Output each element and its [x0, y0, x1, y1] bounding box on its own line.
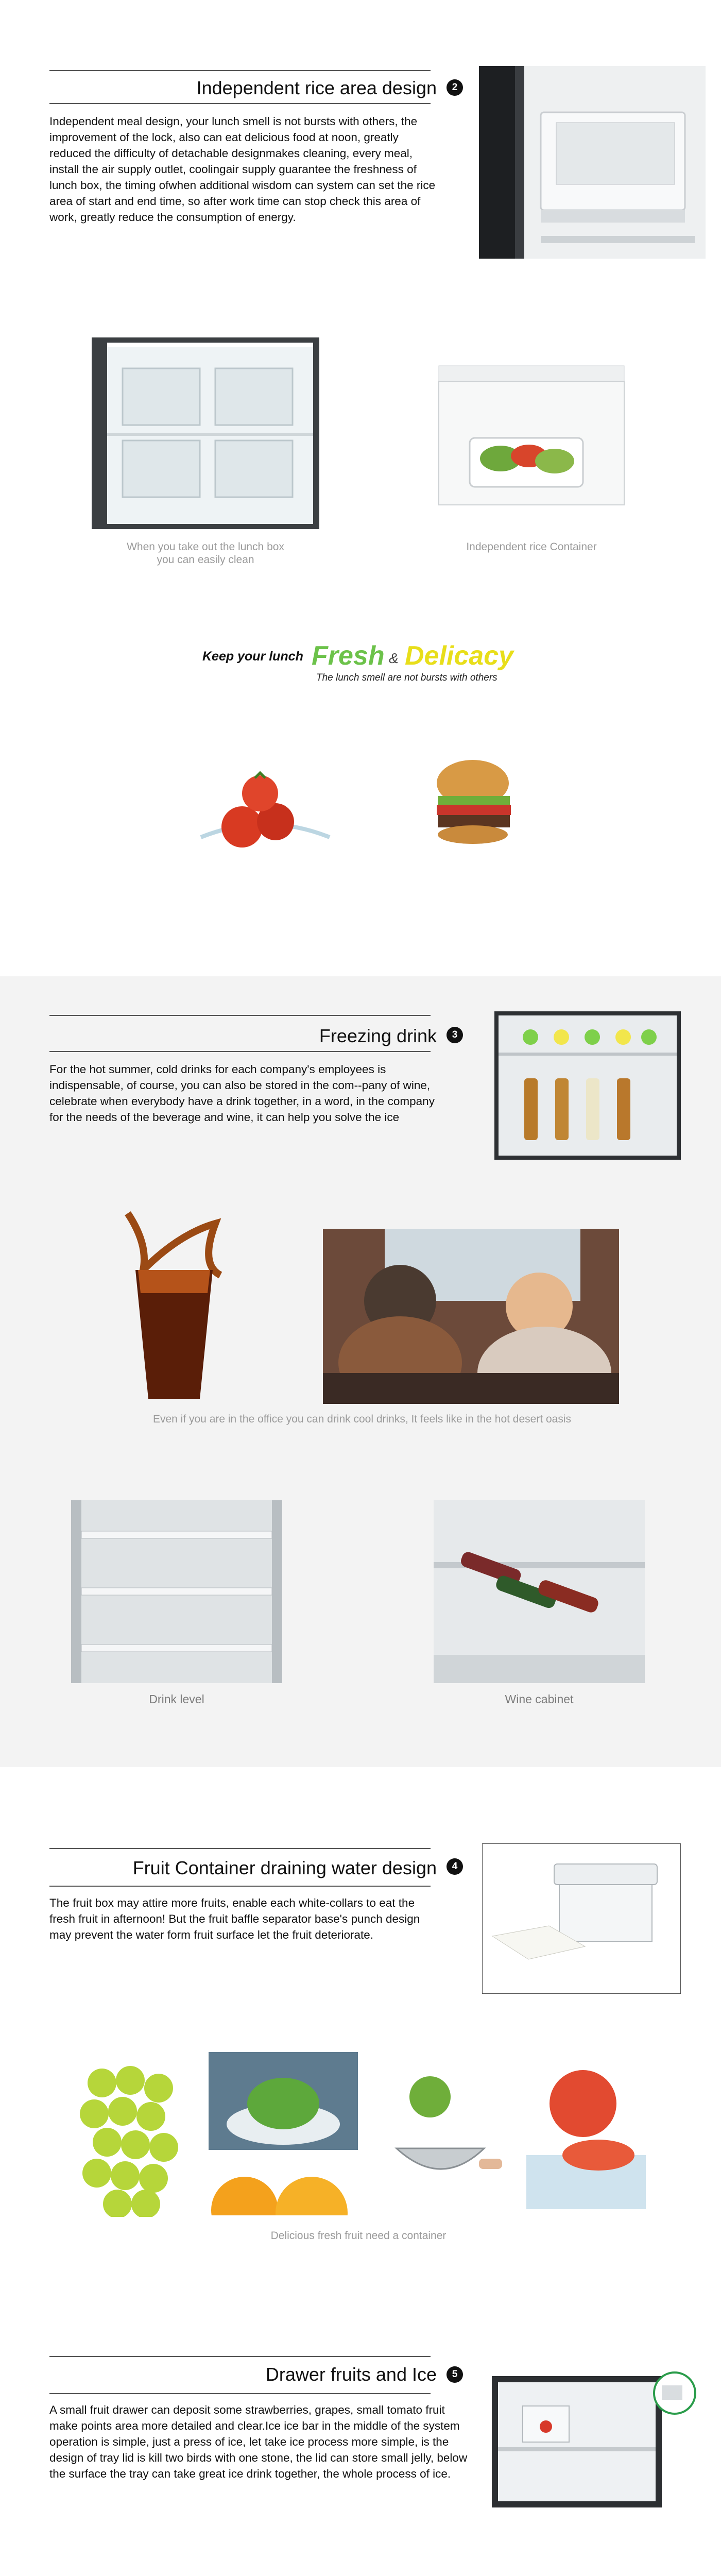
title-underline [49, 1051, 431, 1052]
section-number-badge: 5 [447, 2366, 463, 2383]
caption-lunchbox-line2: you can easily clean [157, 554, 254, 566]
fridge-rice-area-photo [479, 66, 706, 259]
lunchbox-interior-photo [92, 337, 319, 529]
title-underline [49, 103, 431, 104]
title-rule [49, 2356, 431, 2357]
grapes-photo [71, 2052, 187, 2217]
section-body-text: The fruit box may attire more fruits, enable each white-collars to eat the fresh fruit in afternoon! But the fruit baffle separator base's punch design may prevent the water form fruit surface let the fruit deteriorate. [49, 1896, 420, 1941]
cola-splash-photo [97, 1203, 246, 1404]
caption-fresh-fruit: Delicious fresh fruit need a container [270, 2230, 447, 2242]
caption-drink-photos: Even if you are in the office you can drink cool drinks, It feels like in the hot desert oasis [152, 1413, 572, 1425]
salad-bowl-photo [209, 2052, 358, 2150]
section-body-text: For the hot summer, cold drinks for each company's employees is indispensable, of course, you can also be stored in the com--pany of wine, celebrate when everybody have a drink together, in a word, in the company for the needs of the beverage and wine, it can help you solve the ice [49, 1063, 435, 1124]
slogan-subtitle: The lunch smell are not bursts with others [316, 672, 497, 683]
section-title: Drawer fruits and Ice [265, 2364, 437, 2385]
burger-photo [426, 747, 519, 855]
caption-drink-level: Drink level [149, 1692, 204, 1706]
section-number-badge: 4 [447, 1858, 463, 1875]
title-rule [49, 1015, 431, 1016]
section-number-badge: 2 [447, 79, 463, 96]
caption-rice-container: Independent rice Container [466, 541, 597, 553]
section-body-text: A small fruit drawer can deposit some strawberries, grapes, small tomato fruit make points area more detailed and clear.Ice ice bar in the middle of the system operation is simple, just a press of ice, let take ice process more simple, is the design of tray lid is kill two birds with one stone, the lid can store small jelly, below the surface the tray can take great ice drink together, the whole process of ice. [49, 2403, 468, 2480]
wine-cabinet-photo [434, 1500, 645, 1683]
title-underline [49, 1886, 431, 1887]
section-body-text: Independent meal design, your lunch smell is not bursts with others, the improvement of the lock, also can eat delicious food at noon, greatly reduced the difficulty of detachable designmakes cleaning, every meal, install the air supply outlet, coolingair supply guarantee the freshness of lunch box, the timing ofwhen additional wisdom can system can set the rice area of start and end time, so after work time can stop check this area of work, greatly reduce the consumption of energy. [49, 115, 436, 224]
colander-herbs-photo [381, 2061, 502, 2210]
oranges-photo [209, 2164, 358, 2215]
car-drinking-photo [323, 1229, 619, 1404]
sliced-tomato-photo [526, 2052, 646, 2209]
caption-wine-cabinet: Wine cabinet [505, 1692, 574, 1706]
section-title: Freezing drink [319, 1025, 437, 1046]
drink-level-photo [71, 1500, 282, 1683]
tomatoes-photo [191, 750, 340, 855]
drink-shelf-photo [494, 1011, 681, 1160]
title-underline [49, 2393, 431, 2394]
slogan-delicacy: Delicacy [405, 641, 514, 671]
section-number-badge: 3 [447, 1027, 463, 1043]
caption-lunchbox-line1: When you take out the lunch box [127, 541, 284, 553]
slogan-keep: Keep your lunch [202, 649, 303, 664]
title-rule [49, 1848, 431, 1849]
slogan-ampersand: & [389, 650, 399, 666]
section-title: Independent rice area design [196, 77, 437, 98]
section-title: Fruit Container draining water design [132, 1857, 437, 1878]
fruit-container-photo [482, 1843, 681, 1994]
title-rule [49, 70, 431, 71]
fruit-ice-drawer-photo [492, 2370, 703, 2509]
slogan-fresh: Fresh [312, 641, 385, 671]
rice-container-photo [434, 361, 629, 515]
